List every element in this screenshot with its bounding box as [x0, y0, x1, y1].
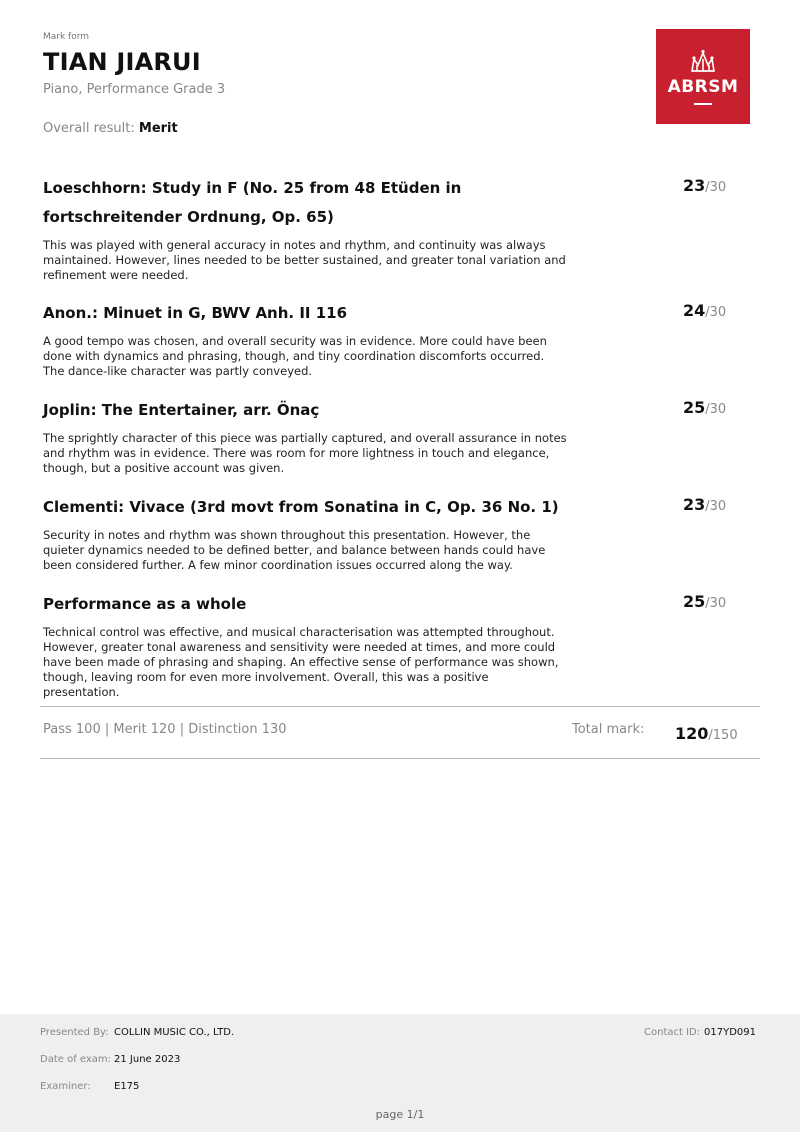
piece-mark: [683, 398, 726, 417]
overall-result-value: Merit: [138, 121, 178, 136]
contact-id-label: Contact ID:: [644, 1027, 701, 1038]
total-mark-value: 120: [675, 724, 709, 743]
mark-max: /30: [705, 596, 727, 611]
piece-title: Loeschhorn: Study in F (No. 25 from 48 Etüden in fortschreitender Ordnung, Op. 65): [43, 179, 462, 226]
exam-subject: Piano, Performance Grade 3: [43, 82, 226, 97]
abrsm-logo: [656, 29, 750, 124]
overall-result-label: Overall result:: [43, 121, 135, 136]
piece-section: [43, 493, 763, 573]
candidate-name: TIAN JIARUI: [43, 48, 201, 76]
examiner-value: E175: [114, 1081, 140, 1092]
piece-comment: The sprightly character of this piece was partially captured, and overall assurance in notes and rhythm was in evidence. There was room for more lightness in touch and elegance, though, but a positive account was given.: [43, 431, 567, 475]
mark-max: /30: [705, 402, 727, 417]
mark-value: 24: [683, 301, 706, 320]
grade-thresholds: Pass 100 | Merit 120 | Distinction 130: [43, 722, 287, 737]
logo-text: ABRSM: [667, 77, 739, 97]
piece-title: Performance as a whole: [43, 595, 247, 613]
mark-max: /30: [705, 499, 727, 514]
contact-id-value: 017YD091: [704, 1027, 756, 1038]
presented-by-label: Presented By:: [40, 1027, 109, 1038]
mark-value: 25: [683, 592, 706, 611]
examiner-label: Examiner:: [40, 1081, 91, 1092]
piece-mark: [683, 301, 726, 320]
piece-section: [43, 590, 763, 700]
total-mark-label: Total mark:: [572, 722, 645, 737]
piece-title: Anon.: Minuet in G, BWV Anh. II 116: [43, 304, 348, 322]
page-number: page 1/1: [375, 1108, 425, 1121]
piece-mark: [683, 495, 726, 514]
piece-section: [43, 299, 763, 379]
piece-comment: This was played with general accuracy in notes and rhythm, and continuity was always maintained. However, lines needed to be better sustained, and greater tonal variation and refinement were needed.: [43, 238, 566, 282]
divider: [40, 706, 760, 707]
exam-date-label: Date of exam:: [40, 1054, 112, 1065]
mark-value: 25: [683, 398, 706, 417]
footer: [0, 1014, 800, 1132]
exam-date-value: 21 June 2023: [114, 1054, 181, 1065]
logo-underline: [694, 103, 712, 105]
mark-max: /30: [705, 305, 727, 320]
piece-title: Clementi: Vivace (3rd movt from Sonatina in C, Op. 36 No. 1): [43, 498, 559, 516]
piece-section: [43, 396, 763, 476]
presented-by-value: COLLIN MUSIC CO., LTD.: [114, 1027, 235, 1038]
total-mark-max: /150: [708, 728, 738, 743]
document-label: Mark form: [43, 32, 90, 42]
mark-value: 23: [683, 176, 706, 195]
mark-value: 23: [683, 495, 706, 514]
piece-comment: Technical control was effective, and musical characterisation was attempted throughout. However, greater tonal awareness and sensitivity were needed at times, and more could have been made of phrasing and shaping. An effective sense of performance was shown, though, leaving room for even more involvement. Overall, this was a positive presentation.: [43, 625, 559, 699]
piece-comment: A good tempo was chosen, and overall security was in evidence. More could have been done with dynamics and phrasing, though, and tiny coordination discomforts occurred. The dance-like character was partly conveyed.: [43, 334, 547, 378]
total-mark: [675, 724, 738, 743]
overall-result: [43, 121, 178, 136]
divider: [40, 758, 760, 759]
piece-mark: [683, 176, 726, 195]
mark-max: /30: [705, 180, 727, 195]
piece-title: Joplin: The Entertainer, arr. Önaç: [43, 401, 320, 419]
piece-section: [43, 174, 763, 283]
piece-mark: [683, 592, 726, 611]
piece-comment: Security in notes and rhythm was shown throughout this presentation. However, the quieter dynamics needed to be defined better, and balance between hands could have been considered further. A few minor coordination issues occurred along the way.: [43, 528, 546, 572]
